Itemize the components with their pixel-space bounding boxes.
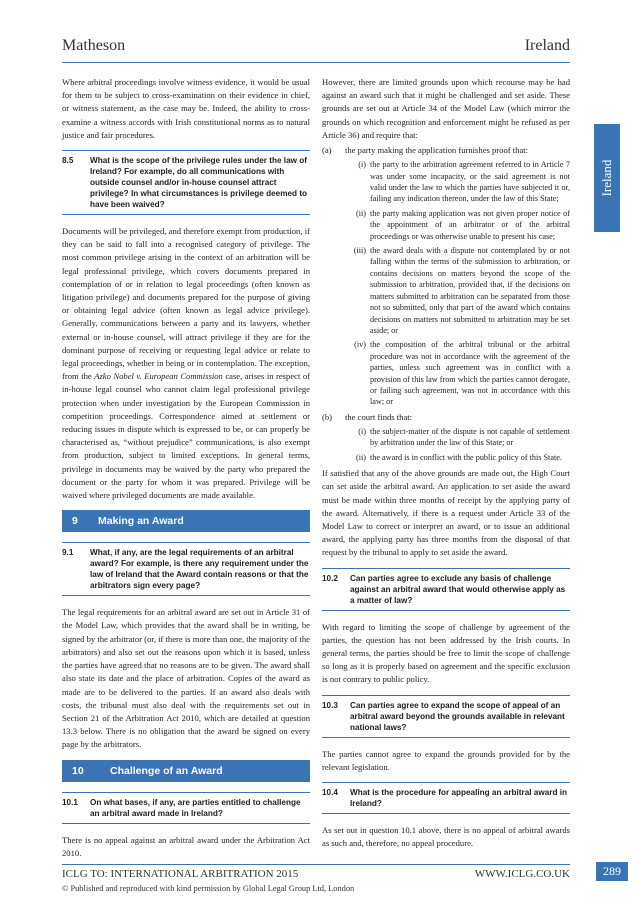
ground-b xyxy=(322,411,570,424)
grounds-intro: However, there are limited grounds upon which recourse may be had against an award such that it might be challenged and set aside. These grounds are set out at Article 34 of the Model Law (which mirror the grounds on which recognition and enforcement might be refused as per Article 36) and require that: xyxy=(322,77,570,140)
question-text: What is the procedure for appealing an arbitral award in Ireland? xyxy=(350,788,568,809)
country-side-tab xyxy=(594,124,620,232)
question-number: 9.1 xyxy=(62,548,74,558)
list-subitem xyxy=(344,208,570,242)
answer-10-2: With regard to limiting the scope of challenge by agreement of the parties, the question has not been addressed by the Irish courts. In general terms, the parties should be free to limit the scope of challenge so long as it is properly based on agreement and the specific exclusion is not contrary to public policy. xyxy=(322,621,570,685)
subitem-text: the subject-matter of the dispute is not capable of settlement by arbitration under the law of this State; or xyxy=(370,426,570,448)
footer-website-link[interactable]: WWW.ICLG.CO.UK xyxy=(474,868,570,880)
side-tab-label: Ireland xyxy=(599,159,614,197)
subitem-label: (ii) xyxy=(355,208,366,218)
list-text: the court finds that: xyxy=(345,411,413,422)
list-subitem xyxy=(344,245,570,336)
header-firm-name: Matheson xyxy=(62,37,126,54)
question-text: On what bases, if any, are parties entitled to challenge an arbitral award made in Ireland? xyxy=(90,797,301,818)
case-name: Azko Nobel v. European Commission xyxy=(94,371,223,382)
question-text: Can parties agree to exclude any basis of challenge against an arbitral award that would otherwise apply as a matter of law? xyxy=(350,573,566,605)
footer-divider xyxy=(62,864,570,865)
question-10-3 xyxy=(322,695,570,738)
page-header xyxy=(62,37,570,59)
question-10-2 xyxy=(322,568,570,611)
section-heading-10 xyxy=(62,760,310,782)
copyright-notice: © Published and reproduced with kind permission by Global Legal Group Ltd, London xyxy=(62,884,355,893)
ground-a-subitems xyxy=(322,159,570,408)
subitem-label: (iii) xyxy=(353,246,366,256)
right-column xyxy=(322,76,570,858)
subitem-text: the award deals with a dispute not contemplated by or not falling within the terms of the submission to arbitration, or contains decisions on matters beyond the scope of the submission to arbitration, provided that, if the decisions on matters submitted to arbitration can be separated from those not so submitted, only that part of the award which contains decisions on matters not submitted to arbitration may be set aside; or xyxy=(370,246,570,335)
question-text: What, if any, are the legal requirements of an arbitral award? For example, is there any requirement under the law of Ireland that the Award contain reasons or that the arbitrators sign every page? xyxy=(90,548,309,591)
answer-10-1: There is no appeal against an arbitral award under the Arbitration Act 2010. xyxy=(62,834,310,858)
question-10-1 xyxy=(62,792,310,824)
question-8-5 xyxy=(62,150,310,215)
question-number: 10.2 xyxy=(322,573,338,583)
section-number: 9 xyxy=(72,515,78,528)
question-10-4 xyxy=(322,782,570,814)
subitem-text: the party making application was not given proper notice of the appointment of an arbitrator or of the arbitral proceedings or was otherwise unable to present his case; xyxy=(370,208,570,241)
section-number: 10 xyxy=(72,764,84,777)
subitem-text: the party to the arbitration agreement referred to in Article 7 was under some incapacity, or the said agreement is not valid under the law to which the parties have subjected it or, failing any indication thereon, under the law of this State; xyxy=(370,160,570,204)
answer-9-1: The legal requirements for an arbitral award are set out in Article 31 of the Model Law, which provides that the award shall be in writing, be signed by the arbitrator (or, if there is more than one, the majority of the arbitrators) and also set out the reasons upon which it is based, unless the parties have agreed that no reasons are to be given. The award shall also state its date and the place of arbitration. Copies of the award as made are to be delivered to the parties. If an award also deals with costs, the tribunal must also deal with the requirements set out in Section 21 of the Arbitration Act 2010, which are detailed at question 13.3 below. There is no obligation that the award be signed on every page by the arbitrators. xyxy=(62,607,310,750)
subitem-label: (ii) xyxy=(355,452,366,462)
question-text: What is the scope of the privilege rules under the law of Ireland? For example, do all communications with outside counsel and/or in-house counsel attract privilege? In what circumstances is privilege deemed to have been waived? xyxy=(90,156,308,210)
section-title: Making an Award xyxy=(98,515,184,528)
left-column xyxy=(62,76,310,868)
question-number: 10.3 xyxy=(322,700,338,710)
answer-10-4: As set out in question 10.1 above, there is no appeal of arbitral awards as such and, therefore, no appeal procedure. xyxy=(322,825,570,849)
subitem-label: (i) xyxy=(358,160,366,170)
answer-text: Documents will be privileged, and therefore exempt from production, if they can be said to fall into a recognised category of privilege. The most common privilege arising in the context of an arbitration will be legal professional privilege, which covers documents prepared in contemplation of or in relation to legal proceedings (often known as litigation privilege) and documents prepared for the purpose of giving or obtaining legal advice (often known as legal advice privilege). Generally, communications between a party and its lawyers, whether external or in-house counsel, will attract privilege if they are for the dominant purpose of receiving or requesting legal advice or relate to legal proceedings, whether in being or in contemplation. The exception, from the xyxy=(62,226,310,382)
ground-a xyxy=(322,144,570,157)
section-title: Challenge of an Award xyxy=(110,764,223,777)
list-subitem xyxy=(344,339,570,407)
header-country: Ireland xyxy=(524,37,570,54)
header-divider xyxy=(62,62,570,63)
section-heading-9 xyxy=(62,510,310,532)
question-number: 10.1 xyxy=(62,797,78,807)
subitem-label: (i) xyxy=(358,426,366,436)
subitem-text: the award is in conflict with the public policy of this State. xyxy=(370,452,562,462)
list-subitem xyxy=(344,452,570,463)
question-number: 8.5 xyxy=(62,156,74,166)
grounds-conclusion: If satisfied that any of the above grounds are made out, the High Court can set aside the arbitral award. An application to set aside the award must be made within three months of receipt by the applying party of the award. Alternatively, if there is a request under Article 33 of the Model Law to correct or interpret an award, or to issue an additional award, the applying party has three months from the disposal of that request by the tribunal to apply to set aside the award. xyxy=(322,468,570,558)
answer-text-continued: case, arises in respect of in-house legal counsel who cannot claim legal professional privilege protection when under investigation by the European Commission in competition proceedings. Correspondence aimed at settlement or reducing issues in dispute which is expressed to be, or can properly be characterised as, “without prejudice” communications, is also exempt from production, subject to limited exceptions. In general terms, privilege in documents may be waived by the party who prepared the document or the party for whom it was prepared. Privilege will be waived where privileged documents are made available. xyxy=(62,371,310,501)
ground-b-subitems xyxy=(322,426,570,463)
list-label: (b) xyxy=(322,411,333,422)
answer-10-3: The parties cannot agree to expand the grounds provided for by the relevant legislation. xyxy=(322,748,570,772)
subitem-text: the composition of the arbitral tribunal or the arbitral procedure was not in accordance with the agreement of the parties, unless such agreement was in conflict with a provision of this law from which the parties cannot derogate, or failing such agreement, was not in accordance with this law; or xyxy=(370,340,570,407)
list-text: the party making the application furnishes proof that: xyxy=(345,145,529,156)
list-label: (a) xyxy=(322,145,332,156)
page-number: 289 xyxy=(596,862,628,881)
intro-paragraph: Where arbitral proceedings involve witness evidence, it would be usual for them to be subject to cross-examination on their evidence in chief, or witness statement, as the case may be. Indeed, the ability to cross-examine a witness accords with Irish constitutional norms as to natural justice and fair procedures. xyxy=(62,77,310,140)
list-subitem xyxy=(344,426,570,449)
answer-8-5 xyxy=(62,225,310,502)
footer-publication: ICLG TO: INTERNATIONAL ARBITRATION 2015 xyxy=(62,868,299,880)
question-9-1 xyxy=(62,542,310,596)
subitem-label: (iv) xyxy=(354,340,366,350)
list-subitem xyxy=(344,159,570,205)
question-text: Can parties agree to expand the scope of appeal of an arbitral award beyond the grounds available in relevant national laws? xyxy=(350,700,565,732)
question-number: 10.4 xyxy=(322,788,338,798)
